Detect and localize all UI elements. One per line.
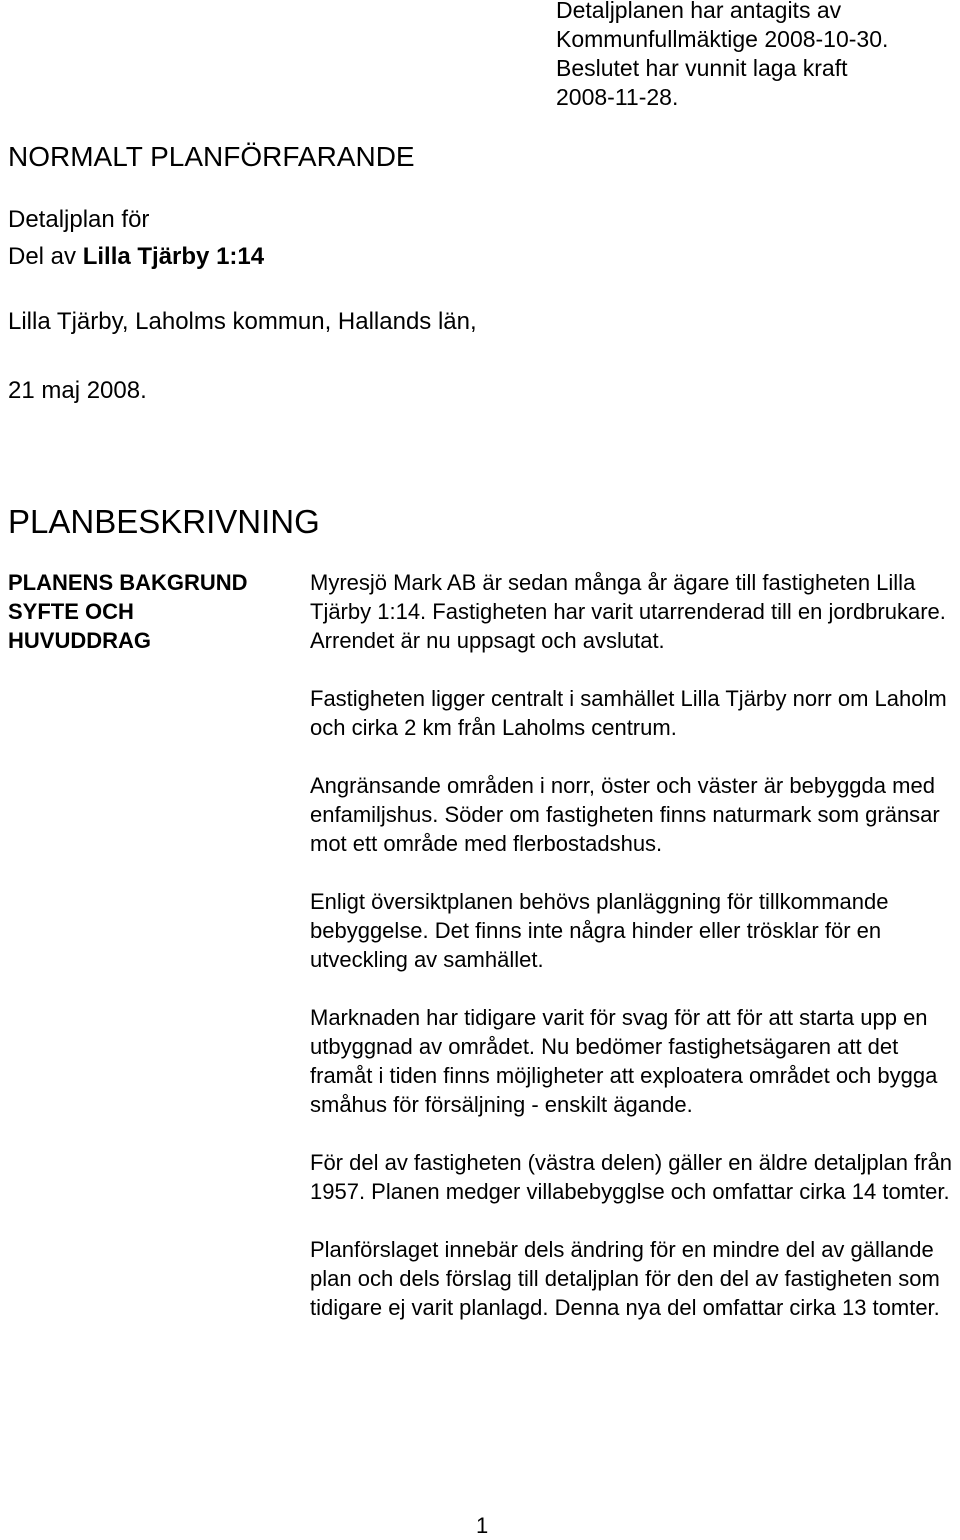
plan-title-line1: Detaljplan för — [8, 206, 150, 233]
adoption-note-line: Kommunfullmäktige 2008-10-30. — [556, 26, 889, 52]
plan-title — [8, 201, 264, 275]
property-designation: Lilla Tjärby 1:14 — [82, 243, 265, 270]
procedure-heading: NORMALT PLANFÖRFARANDE — [8, 141, 415, 172]
side-heading-line: HUVUDDRAG — [8, 628, 151, 653]
paragraph: Myresjö Mark AB är sedan många år ägare till fastigheten Lilla Tjärby 1:14. Fastigheten har varit utarrenderad till en jordbrukare. Arrendet är nu uppsagt och avslutat. — [310, 570, 946, 653]
page-number: 1 — [476, 1513, 489, 1538]
side-heading-line: SYFTE OCH — [8, 599, 134, 624]
side-heading — [8, 568, 288, 655]
plan-title-line2 — [8, 238, 264, 275]
body-text — [310, 568, 958, 1351]
paragraph: Marknaden har tidigare varit för svag för att för att starta upp en utbyggnad av området. Nu bedömer fastighetsägaren att det framåt i tiden finns möjligheter att exploatera området och bygga småhus för försäljning - enskilt ägande. — [310, 1005, 938, 1117]
adoption-note-line: Detaljplanen har antagits av — [556, 0, 842, 23]
paragraph: Fastigheten ligger centralt i samhället Lilla Tjärby norr om Laholm och cirka 2 km från Laholms centrum. — [310, 686, 947, 740]
paragraph: Planförslaget innebär dels ändring för en mindre del av gällande plan och dels förslag till detaljplan för den del av fastigheten som tidigare ej varit planlagd. Denna nya del omfattar cirka 13 tomter. — [310, 1237, 940, 1320]
plan-location: Lilla Tjärby, Laholms kommun, Hallands län, — [8, 308, 477, 335]
plan-title-prefix: Del av — [8, 243, 83, 270]
adoption-note-line: 2008-11-28. — [556, 84, 679, 110]
adoption-note-line: Beslutet har vunnit laga kraft — [556, 55, 848, 81]
paragraph: Angränsande områden i norr, öster och väster är bebyggda med enfamiljshus. Söder om fastigheten finns naturmark som gränsar mot ett område med flerbostadshus. — [310, 773, 940, 856]
plan-date: 21 maj 2008. — [8, 377, 147, 404]
paragraph: Enligt översiktplanen behövs planläggning för tillkommande bebyggelse. Det finns inte några hinder eller trösklar för en utveckling av samhället. — [310, 889, 889, 972]
section-heading: PLANBESKRIVNING — [8, 503, 320, 540]
side-heading-line: PLANENS BAKGRUND — [8, 570, 248, 595]
adoption-note — [556, 0, 956, 112]
paragraph: För del av fastigheten (västra delen) gäller en äldre detaljplan från 1957. Planen medger villabebygglse och omfattar cirka 14 tomter. — [310, 1150, 953, 1204]
